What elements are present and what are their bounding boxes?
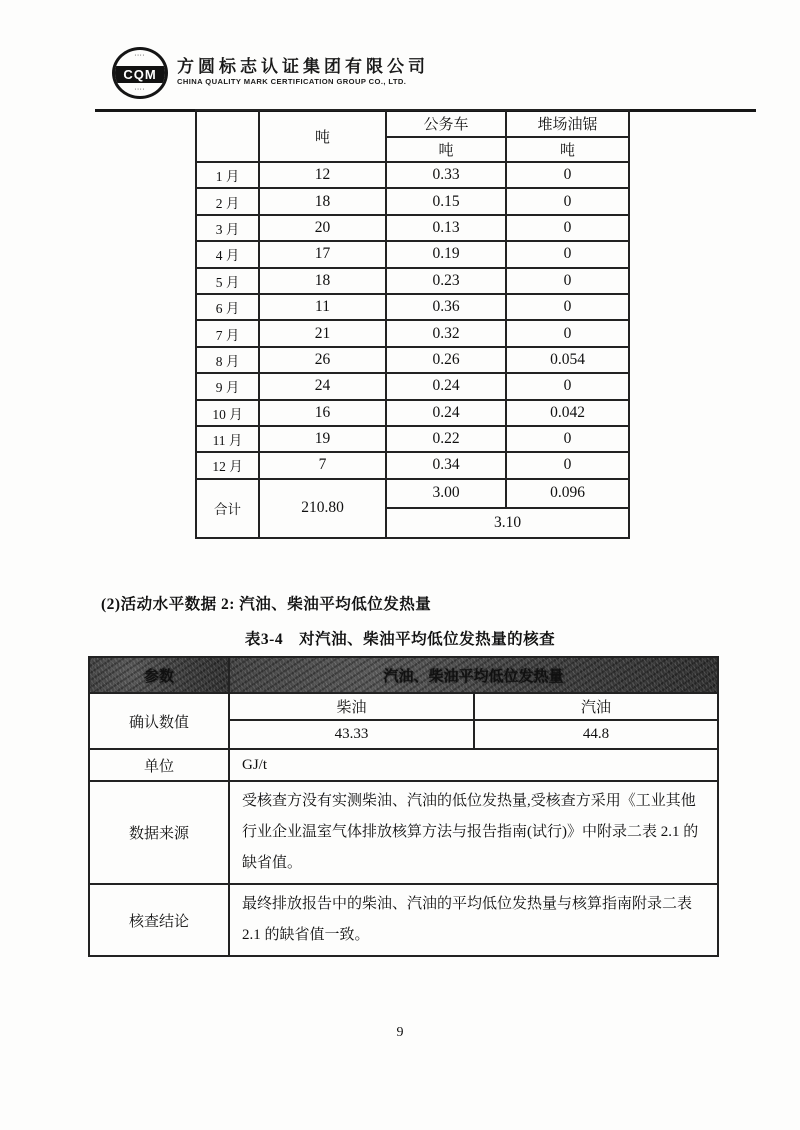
conclusion-text-cell: 最终排放报告中的柴油、汽油的平均低位发热量与核算指南附录二表 2.1 的缺省值一致。 — [229, 884, 718, 956]
month-cell: 2 月 — [196, 188, 259, 214]
month-cell: 9 月 — [196, 373, 259, 399]
tons-cell: 11 — [259, 294, 386, 320]
month-cell: 10 月 — [196, 400, 259, 426]
yard-chainsaw-header-cell: 堆场油锯 — [506, 110, 629, 137]
saw-cell: 0.042 — [506, 400, 629, 426]
saw-cell: 0 — [506, 294, 629, 320]
month-cell: 11 月 — [196, 426, 259, 452]
source-label-cell: 数据来源 — [89, 781, 229, 884]
gasoline-label-cell: 汽油 — [474, 693, 718, 720]
company-name-cn: 方圆标志认证集团有限公司 — [177, 57, 429, 76]
cqm-seal-icon — [112, 47, 168, 99]
saw-cell: 0.054 — [506, 347, 629, 373]
total-saw-cell: 0.096 — [506, 479, 629, 508]
table-row — [196, 268, 629, 294]
seal-arc-text-top: ···· — [134, 53, 146, 59]
param-value-header-cell: 汽油、柴油平均低位发热量 — [229, 657, 718, 693]
table-caption: 表3-4 对汽油、柴油平均低位发热量的核查 — [244, 631, 556, 648]
seal-arc-text-bottom: ···· — [134, 87, 146, 93]
tons-cell: 7 — [259, 452, 386, 478]
tons-cell: 26 — [259, 347, 386, 373]
car-cell: 0.24 — [386, 400, 506, 426]
car-cell: 0.36 — [386, 294, 506, 320]
car-cell: 0.19 — [386, 241, 506, 267]
gasoline-value-cell: 44.8 — [474, 720, 718, 749]
table-row — [196, 320, 629, 346]
unit-label-cell: 单位 — [89, 749, 229, 781]
table-row — [196, 188, 629, 214]
table-row — [196, 162, 629, 188]
page-number: 9 — [396, 1025, 404, 1040]
car-cell: 0.24 — [386, 373, 506, 399]
car-cell: 0.13 — [386, 215, 506, 241]
table2-header-row — [89, 657, 718, 693]
table-row — [196, 373, 629, 399]
month-cell: 4 月 — [196, 241, 259, 267]
section-heading: (2)活动水平数据 2: 汽油、柴油平均低位发热量 — [101, 596, 432, 613]
tons-cell: 20 — [259, 215, 386, 241]
tons-cell: 18 — [259, 188, 386, 214]
tons-cell: 24 — [259, 373, 386, 399]
cqm-logo — [112, 47, 168, 99]
table-row — [196, 452, 629, 478]
param-header-cell: 参数 — [89, 657, 229, 693]
tons-cell: 17 — [259, 241, 386, 267]
saw-cell: 0 — [506, 188, 629, 214]
unit-row — [89, 749, 718, 781]
saw-cell: 0 — [506, 320, 629, 346]
heating-value-verification-table — [88, 656, 719, 957]
car-cell: 0.34 — [386, 452, 506, 478]
saw-cell: 0 — [506, 426, 629, 452]
car-cell: 0.15 — [386, 188, 506, 214]
official-car-header-cell: 公务车 — [386, 110, 506, 137]
saw-cell: 0 — [506, 215, 629, 241]
tons-cell: 16 — [259, 400, 386, 426]
car-cell: 0.26 — [386, 347, 506, 373]
total-tons-cell: 210.80 — [259, 479, 386, 538]
saw-cell: 0 — [506, 268, 629, 294]
tons-cell: 12 — [259, 162, 386, 188]
month-cell: 5 月 — [196, 268, 259, 294]
source-text-cell: 受核查方没有实测柴油、汽油的低位发热量,受核查方采用《工业其他行业企业温室气体排放核算方法与报告指南(试行)》中附录二表 2.1 的缺省值。 — [229, 781, 718, 884]
total-label-cell: 合计 — [196, 479, 259, 538]
car-unit-cell: 吨 — [386, 137, 506, 162]
car-cell: 0.23 — [386, 268, 506, 294]
saw-unit-cell: 吨 — [506, 137, 629, 162]
total-car-cell: 3.00 — [386, 479, 506, 508]
saw-cell: 0 — [506, 373, 629, 399]
monthly-consumption-table — [195, 109, 630, 539]
data-source-row — [89, 781, 718, 884]
month-cell: 7 月 — [196, 320, 259, 346]
table-row — [196, 215, 629, 241]
company-name-en: CHINA QUALITY MARK CERTIFICATION GROUP CO., LTD. — [177, 77, 407, 86]
logo-abbr: CQM — [112, 66, 168, 83]
month-cell: 3 月 — [196, 215, 259, 241]
car-cell: 0.33 — [386, 162, 506, 188]
saw-cell: 0 — [506, 241, 629, 267]
conclusion-label-cell: 核查结论 — [89, 884, 229, 956]
saw-cell: 0 — [506, 162, 629, 188]
month-cell: 1 月 — [196, 162, 259, 188]
month-cell: 8 月 — [196, 347, 259, 373]
table-row — [196, 241, 629, 267]
table-row — [196, 400, 629, 426]
total-combined-cell: 3.10 — [386, 508, 629, 538]
tons-unit-header-cell: 吨 — [259, 110, 386, 162]
table-row — [196, 426, 629, 452]
total-row — [196, 479, 629, 508]
diesel-label-cell: 柴油 — [229, 693, 474, 720]
month-header-cell — [196, 110, 259, 162]
month-cell: 12 月 — [196, 452, 259, 478]
diesel-value-cell: 43.33 — [229, 720, 474, 749]
conclusion-row — [89, 884, 718, 956]
tons-cell: 19 — [259, 426, 386, 452]
confirm-label-cell: 确认数值 — [89, 693, 229, 749]
fuel-type-row — [89, 693, 718, 720]
saw-cell: 0 — [506, 452, 629, 478]
unit-value-cell: GJ/t — [229, 749, 718, 781]
table-row — [196, 347, 629, 373]
table-row — [196, 294, 629, 320]
tons-cell: 18 — [259, 268, 386, 294]
car-cell: 0.32 — [386, 320, 506, 346]
car-cell: 0.22 — [386, 426, 506, 452]
month-cell: 6 月 — [196, 294, 259, 320]
tons-cell: 21 — [259, 320, 386, 346]
